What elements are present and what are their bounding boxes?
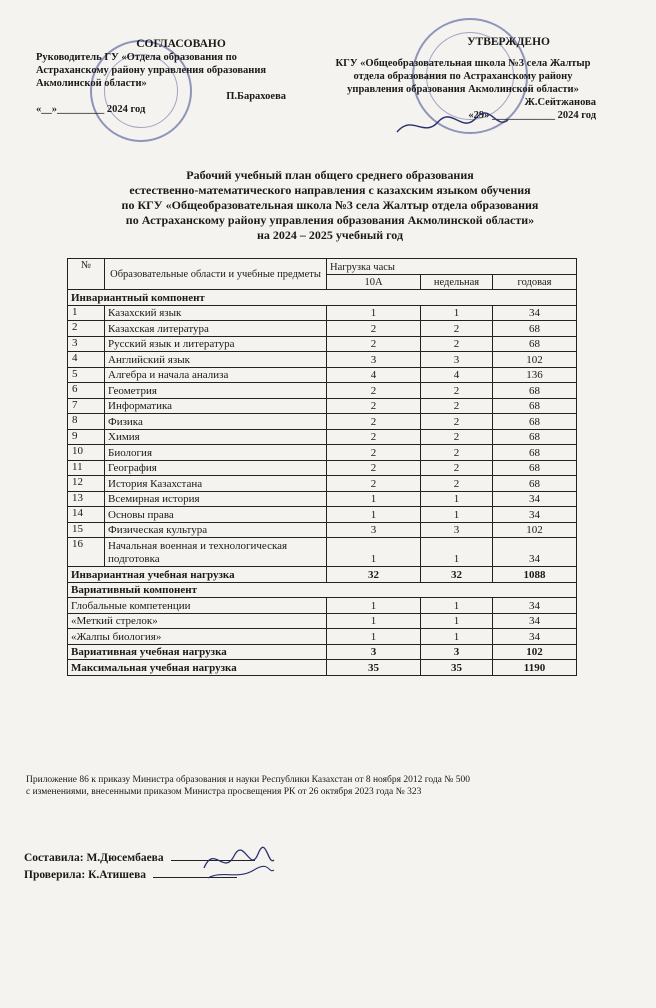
director-signature xyxy=(392,108,512,144)
row-yearly: 34 xyxy=(493,538,577,567)
row-num: 13 xyxy=(68,491,105,507)
table-row xyxy=(68,305,577,321)
header-load: Нагрузка часы xyxy=(327,259,577,275)
approved-line: КГУ «Общеобразовательная школа №3 села Жалтыр xyxy=(335,58,591,69)
total-yearly: 102 xyxy=(493,644,577,660)
row-weekly: 2 xyxy=(421,398,493,414)
row-num: 10 xyxy=(68,445,105,461)
row-subject: «Меткий стрелок» xyxy=(68,613,327,629)
checked-name: К.Атишева xyxy=(88,869,147,881)
agreed-line: Акмолинской области» xyxy=(36,78,147,89)
table-row xyxy=(68,507,577,523)
total-row xyxy=(68,567,577,583)
row-subject: Физическая культура xyxy=(105,522,327,538)
row-class: 3 xyxy=(327,522,421,538)
curriculum-table xyxy=(67,258,577,676)
row-weekly: 4 xyxy=(421,367,493,383)
row-num: 7 xyxy=(68,398,105,414)
row-class: 2 xyxy=(327,429,421,445)
title-line: Рабочий учебный план общего среднего образования xyxy=(186,168,474,182)
row-subject: География xyxy=(105,460,327,476)
row-class: 1 xyxy=(327,507,421,523)
variative-section-title: Вариативный компонент xyxy=(68,582,577,598)
row-weekly: 2 xyxy=(421,429,493,445)
table-row xyxy=(68,383,577,399)
row-num: 12 xyxy=(68,476,105,492)
table-row xyxy=(68,367,577,383)
row-class: 1 xyxy=(327,538,421,567)
row-subject: Глобальные компетенции xyxy=(68,598,327,614)
agreed-title: СОГЛАСОВАНО xyxy=(136,38,226,50)
row-yearly: 68 xyxy=(493,336,577,352)
total-weekly: 3 xyxy=(421,644,493,660)
row-weekly: 3 xyxy=(421,352,493,368)
table-row xyxy=(68,522,577,538)
row-weekly: 2 xyxy=(421,476,493,492)
header-weekly: недельная xyxy=(421,274,493,290)
row-class: 3 xyxy=(327,352,421,368)
row-class: 2 xyxy=(327,445,421,461)
header-class: 10А xyxy=(327,274,421,290)
row-yearly: 34 xyxy=(493,507,577,523)
row-num: 8 xyxy=(68,414,105,430)
invariant-section-title: Инвариантный компонент xyxy=(68,290,577,306)
row-subject: Информатика xyxy=(105,398,327,414)
row-subject: Физика xyxy=(105,414,327,430)
table-row xyxy=(68,491,577,507)
total-label: Максимальная учебная нагрузка xyxy=(68,660,327,676)
table-row xyxy=(68,321,577,337)
row-yearly: 34 xyxy=(493,491,577,507)
row-yearly: 68 xyxy=(493,460,577,476)
table-row xyxy=(68,352,577,368)
row-class: 2 xyxy=(327,460,421,476)
table-row xyxy=(68,460,577,476)
row-num: 9 xyxy=(68,429,105,445)
table-row xyxy=(68,629,577,645)
row-num: 15 xyxy=(68,522,105,538)
approved-signer: Ж.Сейтжанова xyxy=(524,97,596,108)
agreed-line: Руководитель ГУ «Отдела образования по xyxy=(36,52,237,63)
row-yearly: 68 xyxy=(493,321,577,337)
row-num: 11 xyxy=(68,460,105,476)
compiled-name: М.Дюсембаева xyxy=(86,852,164,864)
row-weekly: 1 xyxy=(421,613,493,629)
row-class: 1 xyxy=(327,491,421,507)
total-yearly: 1190 xyxy=(493,660,577,676)
total-label: Инвариантная учебная нагрузка xyxy=(68,567,327,583)
row-weekly: 2 xyxy=(421,460,493,476)
row-yearly: 34 xyxy=(493,305,577,321)
row-class: 2 xyxy=(327,336,421,352)
row-class: 1 xyxy=(327,305,421,321)
total-label: Вариативная учебная нагрузка xyxy=(68,644,327,660)
table-row xyxy=(68,398,577,414)
appendix-note xyxy=(26,774,626,798)
compiled-label: Составила: xyxy=(24,852,84,864)
row-weekly: 2 xyxy=(421,383,493,399)
row-weekly: 1 xyxy=(421,629,493,645)
row-weekly: 2 xyxy=(421,414,493,430)
row-yearly: 34 xyxy=(493,598,577,614)
row-num: 2 xyxy=(68,321,105,337)
row-weekly: 1 xyxy=(421,538,493,567)
row-subject: Биология xyxy=(105,445,327,461)
approved-title: УТВЕРЖДЕНО xyxy=(467,36,550,48)
row-class: 1 xyxy=(327,598,421,614)
row-num: 6 xyxy=(68,383,105,399)
row-num: 3 xyxy=(68,336,105,352)
row-subject: Русский язык и литература xyxy=(105,336,327,352)
table-row xyxy=(68,429,577,445)
row-yearly: 68 xyxy=(493,383,577,399)
row-yearly: 68 xyxy=(493,398,577,414)
title-line: по КГУ «Общеобразовательная школа №3 села Жалтыр отдела образования xyxy=(121,198,539,212)
row-weekly: 2 xyxy=(421,321,493,337)
title-line: по Астраханскому району управления образования Акмолинской области» xyxy=(125,213,535,227)
table-row xyxy=(68,336,577,352)
row-subject: Химия xyxy=(105,429,327,445)
row-num: 16 xyxy=(68,538,105,567)
section-row xyxy=(68,582,577,598)
total-weekly: 35 xyxy=(421,660,493,676)
row-subject: История Казахстана xyxy=(105,476,327,492)
row-subject: Геометрия xyxy=(105,383,327,399)
title-line: естественно-математического направления с казахским языком обучения xyxy=(129,183,531,197)
row-weekly: 1 xyxy=(421,305,493,321)
row-yearly: 102 xyxy=(493,522,577,538)
row-num: 4 xyxy=(68,352,105,368)
row-weekly: 3 xyxy=(421,522,493,538)
table-row xyxy=(68,598,577,614)
header-num: № xyxy=(68,259,105,290)
row-subject: Начальная военная и технологическая подготовка xyxy=(105,538,327,567)
row-weekly: 2 xyxy=(421,336,493,352)
row-subject: Всемирная история xyxy=(105,491,327,507)
total-class: 3 xyxy=(327,644,421,660)
row-class: 4 xyxy=(327,367,421,383)
row-yearly: 68 xyxy=(493,429,577,445)
header-subject: Образовательные области и учебные предметы xyxy=(105,259,327,290)
table-row xyxy=(68,613,577,629)
total-yearly: 1088 xyxy=(493,567,577,583)
row-yearly: 102 xyxy=(493,352,577,368)
row-yearly: 68 xyxy=(493,476,577,492)
approved-line: отдела образования по Астраханскому району xyxy=(353,71,573,82)
document-title xyxy=(40,168,620,243)
row-num: 5 xyxy=(68,367,105,383)
row-weekly: 1 xyxy=(421,507,493,523)
total-weekly: 32 xyxy=(421,567,493,583)
row-yearly: 136 xyxy=(493,367,577,383)
row-class: 2 xyxy=(327,383,421,399)
row-weekly: 1 xyxy=(421,491,493,507)
title-line: на 2024 – 2025 учебный год xyxy=(256,228,404,242)
row-class: 2 xyxy=(327,321,421,337)
agreed-date: «__»_________ 2024 год xyxy=(36,104,146,115)
row-weekly: 2 xyxy=(421,445,493,461)
total-class: 32 xyxy=(327,567,421,583)
row-class: 1 xyxy=(327,613,421,629)
header-yearly: годовая xyxy=(493,274,577,290)
row-subject: Английский язык xyxy=(105,352,327,368)
table-row xyxy=(68,476,577,492)
row-num: 14 xyxy=(68,507,105,523)
total-row xyxy=(68,644,577,660)
table-row xyxy=(68,538,577,567)
agreed-signer: П.Барахоева xyxy=(226,91,286,102)
checked-label: Проверила: xyxy=(24,869,86,881)
row-class: 1 xyxy=(327,629,421,645)
note-line: Приложение 86 к приказу Министра образования и науки Республики Казахстан от 8 ноября 2012 года № 500 xyxy=(26,775,470,785)
row-class: 2 xyxy=(327,476,421,492)
approved-date: «29» ____________ 2024 год xyxy=(468,110,596,121)
row-yearly: 34 xyxy=(493,613,577,629)
total-class: 35 xyxy=(327,660,421,676)
row-num: 1 xyxy=(68,305,105,321)
row-subject: Алгебра и начала анализа xyxy=(105,367,327,383)
row-yearly: 68 xyxy=(493,414,577,430)
row-subject: Казахский язык xyxy=(105,305,327,321)
note-line: с изменениями, внесенными приказом Министра просвещения РК от 26 октября 2023 года № 323 xyxy=(26,787,422,797)
table-header-row xyxy=(68,259,577,275)
row-subject: «Жалпы биология» xyxy=(68,629,327,645)
row-subject: Основы права xyxy=(105,507,327,523)
section-row xyxy=(68,290,577,306)
row-yearly: 34 xyxy=(493,629,577,645)
row-class: 2 xyxy=(327,398,421,414)
table-row xyxy=(68,445,577,461)
row-yearly: 68 xyxy=(493,445,577,461)
approved-line: управления образования Акмолинской области» xyxy=(347,84,579,95)
agreed-line: Астраханскому району управления образования xyxy=(36,65,267,76)
agreed-block xyxy=(36,38,326,116)
handwritten-signature xyxy=(198,840,278,884)
row-class: 2 xyxy=(327,414,421,430)
total-row xyxy=(68,660,577,676)
table-row xyxy=(68,414,577,430)
row-weekly: 1 xyxy=(421,598,493,614)
row-subject: Казахская литература xyxy=(105,321,327,337)
